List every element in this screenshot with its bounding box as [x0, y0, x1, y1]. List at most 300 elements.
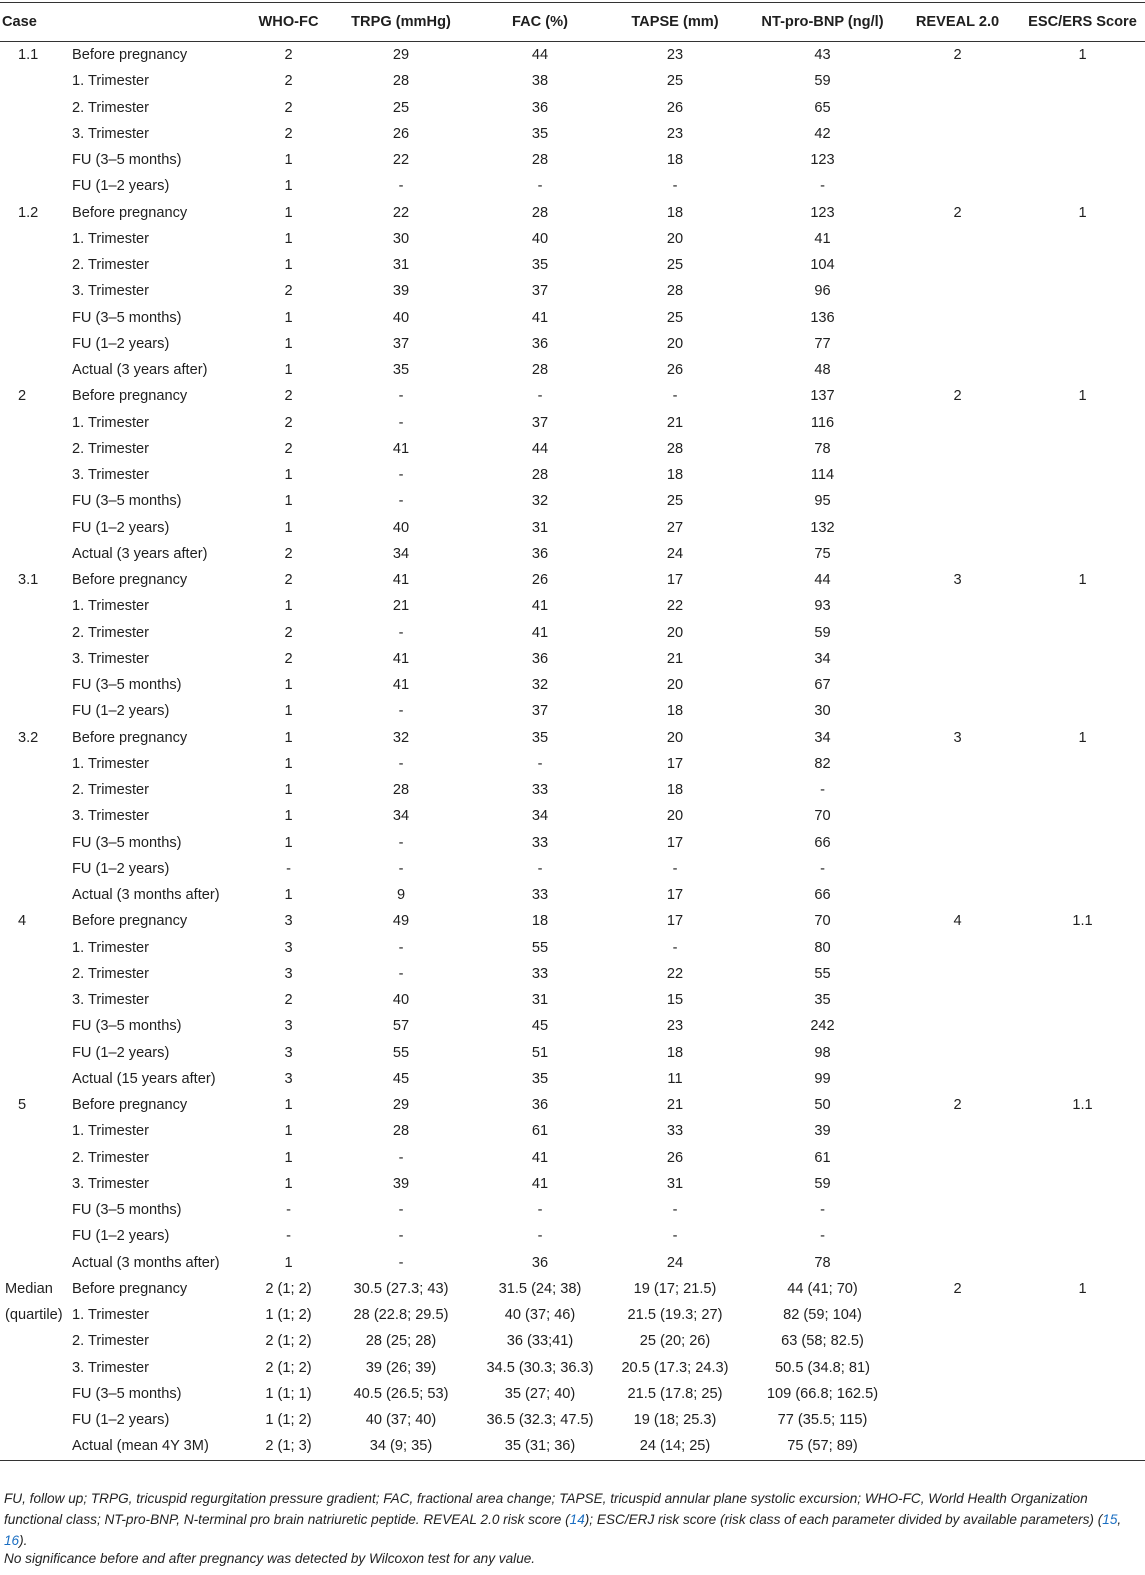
cell-esc-ers: [1020, 173, 1145, 199]
cell-nt-pro-bnp: 63 (58; 82.5): [781, 1333, 864, 1350]
cell-who-fc: 1: [284, 152, 293, 169]
table-row: [0, 803, 1145, 829]
cell-who-fc: 2: [284, 99, 293, 116]
cell-tapse: 21.5 (17.8; 25): [627, 1385, 723, 1402]
table-body: [0, 42, 1145, 1461]
cell-timepoint: Actual (3 years after): [72, 362, 208, 379]
cell-case: [0, 541, 70, 567]
table-row: [0, 856, 1145, 882]
cell-case: [0, 436, 70, 462]
reference-link-16[interactable]: 16: [4, 1533, 20, 1548]
cell-reveal: 2: [953, 204, 962, 221]
footnote-text-a: FU, follow up; TRPG, tricuspid regurgitation pressure gradient; FAC, fractional area change; TAPSE, tricuspid annular plane systolic excursion; WHO-FC, World Health Organization functional class; NT-pro-BNP, N-terminal pro brain natriuretic peptide. REVEAL 2.0 risk score (: [4, 1491, 1088, 1527]
cell-reveal: 2: [953, 1280, 962, 1297]
cell-case: [0, 462, 70, 488]
cell-reveal: [895, 68, 1020, 94]
cell-fac: 35: [531, 729, 549, 746]
cell-nt-pro-bnp: 59: [814, 1175, 831, 1192]
cell-reveal: [895, 436, 1020, 462]
cell-fac: -: [537, 755, 543, 772]
cell-trpg: 22: [392, 152, 410, 169]
cell-trpg: 28 (22.8; 29.5): [353, 1307, 449, 1324]
cell-esc-ers: [1020, 1040, 1145, 1066]
cell-who-fc: 1: [284, 677, 293, 694]
cell-reveal: [895, 1145, 1020, 1171]
cell-case: [0, 252, 70, 278]
cell-who-fc: 3: [284, 1044, 293, 1061]
footnote-significance: No significance before and after pregnancy was detected by Wilcoxon test for any value.: [4, 1551, 536, 1566]
cell-who-fc: 1: [284, 1175, 293, 1192]
cell-tapse: 24: [666, 545, 684, 562]
cell-who-fc: 1 (1; 1): [265, 1385, 312, 1402]
cell-reveal: [895, 593, 1020, 619]
footnote-separator: ,: [1117, 1512, 1122, 1527]
table-row: [0, 436, 1145, 462]
cell-trpg: 40 (37; 40): [365, 1412, 437, 1429]
cell-esc-ers: [1020, 751, 1145, 777]
cell-nt-pro-bnp: 50.5 (34.8; 81): [775, 1359, 870, 1376]
cell-trpg: -: [398, 414, 404, 431]
reference-link-15[interactable]: 15: [1102, 1512, 1118, 1527]
cell-tapse: 17: [666, 755, 684, 772]
cell-timepoint: 1. Trimester: [72, 1123, 150, 1140]
cell-who-fc: 1: [284, 729, 293, 746]
cell-timepoint: 2. Trimester: [72, 99, 150, 116]
cell-reveal: [895, 462, 1020, 488]
cell-tapse: 21: [666, 650, 684, 667]
cell-nt-pro-bnp: 132: [810, 519, 835, 536]
cell-tapse: 23: [666, 1018, 684, 1035]
cell-who-fc: 1: [284, 467, 293, 484]
cell-who-fc: 1: [284, 808, 293, 825]
cell-trpg: -: [398, 939, 404, 956]
cell-trpg: 34 (9; 35): [322, 1433, 480, 1460]
cell-fac: 36: [531, 650, 549, 667]
cell-nt-pro-bnp: 66: [814, 887, 831, 904]
cell-case: [0, 410, 70, 436]
cell-trpg: 37: [392, 335, 410, 352]
cell-fac: 28: [531, 362, 549, 379]
cell-fac: 37: [531, 703, 549, 720]
cell-who-fc: 1: [284, 257, 293, 274]
cell-tapse: -: [672, 1202, 678, 1219]
cell-nt-pro-bnp: 80: [814, 939, 831, 956]
cell-who-fc: -: [286, 1228, 291, 1245]
cell-tapse: 19 (18; 25.3): [633, 1412, 717, 1429]
cell-esc-ers: [1020, 1223, 1145, 1249]
reference-link-14[interactable]: 14: [569, 1512, 585, 1527]
cell-fac: 33: [531, 887, 549, 904]
table-row: [0, 1040, 1145, 1066]
cell-who-fc: 2: [284, 650, 293, 667]
cell-timepoint: 2. Trimester: [72, 1333, 150, 1350]
cell-timepoint: 1. Trimester: [72, 73, 150, 90]
cell-nt-pro-bnp: -: [820, 860, 825, 877]
table-row: [0, 1355, 1145, 1381]
cell-esc-ers: [1020, 803, 1145, 829]
cell-esc-ers: [1020, 436, 1145, 462]
table-row: [0, 410, 1145, 436]
cell-timepoint: Actual (3 months after): [72, 887, 220, 904]
cell-fac: 35 (31; 36): [480, 1433, 600, 1460]
cell-timepoint: FU (3–5 months): [72, 1385, 182, 1402]
cell-nt-pro-bnp: 34: [814, 650, 831, 667]
cell-who-fc: 1: [284, 519, 293, 536]
cell-timepoint: FU (1–2 years): [72, 178, 170, 195]
cell-nt-pro-bnp: 35: [814, 992, 831, 1009]
cell-who-fc: 1: [284, 1097, 293, 1114]
cell-tapse: 17: [666, 572, 684, 589]
cell-esc-ers: [1020, 1066, 1145, 1092]
cell-case: (quartile): [5, 1307, 63, 1324]
cell-reveal: [895, 856, 1020, 882]
cell-reveal: [895, 935, 1020, 961]
cell-reveal: [895, 803, 1020, 829]
cell-nt-pro-bnp: -: [820, 1202, 825, 1219]
cell-trpg: 26: [392, 125, 410, 142]
cell-fac: 44: [531, 47, 549, 64]
cell-trpg: -: [398, 703, 404, 720]
cell-fac: 45: [531, 1018, 549, 1035]
cell-fac: 36: [531, 1254, 549, 1271]
cell-reveal: [895, 305, 1020, 331]
cell-reveal: [895, 751, 1020, 777]
cell-nt-pro-bnp: 77 (35.5; 115): [777, 1412, 868, 1429]
cell-nt-pro-bnp: 41: [814, 230, 831, 247]
cell-trpg: 25: [392, 99, 410, 116]
cell-timepoint: Before pregnancy: [72, 1097, 188, 1114]
cell-trpg: 41: [392, 572, 410, 589]
cell-case: 1.1: [18, 47, 39, 64]
cell-timepoint: Before pregnancy: [72, 729, 188, 746]
cell-reveal: [895, 252, 1020, 278]
cell-who-fc: 1: [284, 1254, 293, 1271]
cell-esc-ers: [1020, 1250, 1145, 1276]
cell-fac: -: [537, 388, 543, 405]
table-row: [0, 908, 1145, 934]
cell-esc-ers: [1020, 1433, 1145, 1460]
cell-trpg: 28: [392, 782, 410, 799]
cell-nt-pro-bnp: 82 (59; 104): [783, 1307, 862, 1324]
cell-esc-ers: [1020, 1145, 1145, 1171]
table-row: [0, 987, 1145, 1013]
cell-case: [0, 278, 70, 304]
cell-case: [0, 987, 70, 1013]
cell-reveal: [895, 95, 1020, 121]
cell-nt-pro-bnp: 96: [814, 283, 831, 300]
cell-nt-pro-bnp: 70: [814, 808, 831, 825]
cell-reveal: [895, 777, 1020, 803]
cell-timepoint: 3. Trimester: [72, 1359, 150, 1376]
cell-timepoint: FU (1–2 years): [72, 519, 170, 536]
cell-timepoint: 3. Trimester: [72, 808, 150, 825]
cell-who-fc: 2: [284, 992, 293, 1009]
cell-case: [0, 1433, 70, 1460]
cell-trpg: -: [398, 624, 404, 641]
cell-tapse: 20: [666, 230, 684, 247]
cell-reveal: [895, 882, 1020, 908]
cell-reveal: [895, 1355, 1020, 1381]
cell-nt-pro-bnp: 114: [810, 467, 835, 484]
cell-reveal: [895, 357, 1020, 383]
cell-nt-pro-bnp: 39: [814, 1123, 831, 1140]
cell-tapse: 33: [666, 1123, 684, 1140]
cell-tapse: 20.5 (17.3; 24.3): [621, 1359, 729, 1376]
cell-nt-pro-bnp: 42: [814, 125, 831, 142]
cell-reveal: [895, 961, 1020, 987]
cell-who-fc: 1: [284, 834, 293, 851]
cell-esc-ers: 1.1: [1072, 913, 1093, 930]
cell-who-fc: 3: [284, 1070, 293, 1087]
cell-who-fc: 1: [284, 755, 293, 772]
cell-case: [0, 173, 70, 199]
cell-trpg: -: [398, 1254, 404, 1271]
cell-tapse: 18: [666, 204, 684, 221]
cell-reveal: [895, 410, 1020, 436]
cell-reveal: [895, 698, 1020, 724]
cell-who-fc: 3: [284, 965, 293, 982]
cell-reveal: [895, 1328, 1020, 1354]
cell-timepoint: Before pregnancy: [72, 913, 188, 930]
table-row: [0, 383, 1145, 409]
cell-nt-pro-bnp: 44: [814, 572, 831, 589]
cell-timepoint: 1. Trimester: [72, 939, 150, 956]
cell-timepoint: FU (1–2 years): [72, 1044, 170, 1061]
cell-trpg: -: [398, 860, 404, 877]
cell-fac: 61: [531, 1123, 549, 1140]
cell-who-fc: 2 (1; 3): [255, 1433, 322, 1460]
cell-nt-pro-bnp: 77: [814, 335, 831, 352]
cell-timepoint: 2. Trimester: [72, 782, 150, 799]
cell-fac: 28: [531, 152, 549, 169]
cell-nt-pro-bnp: 65: [814, 99, 831, 116]
cell-esc-ers: [1020, 1328, 1145, 1354]
cell-trpg: 30: [392, 230, 410, 247]
cell-nt-pro-bnp: 82: [814, 755, 831, 772]
cell-esc-ers: [1020, 305, 1145, 331]
cell-case: [0, 935, 70, 961]
cell-nt-pro-bnp: 123: [810, 152, 835, 169]
cell-esc-ers: [1020, 830, 1145, 856]
table-row: [0, 1145, 1145, 1171]
cell-trpg: 49: [392, 913, 410, 930]
cell-esc-ers: 1: [1078, 204, 1087, 221]
cell-fac: 35: [531, 125, 549, 142]
cell-timepoint: Actual (3 months after): [72, 1254, 220, 1271]
cell-esc-ers: [1020, 935, 1145, 961]
cell-fac: 18: [531, 913, 549, 930]
cell-reveal: [895, 1066, 1020, 1092]
cell-trpg: -: [398, 965, 404, 982]
cell-trpg: -: [398, 178, 404, 195]
footnote-text-c: ).: [19, 1533, 28, 1548]
cell-trpg: 21: [392, 598, 410, 615]
table-row: [0, 725, 1145, 751]
cell-esc-ers: [1020, 620, 1145, 646]
cell-who-fc: 1: [284, 1149, 293, 1166]
cell-esc-ers: [1020, 278, 1145, 304]
cell-nt-pro-bnp: 78: [814, 440, 831, 457]
cell-fac: 41: [531, 1175, 549, 1192]
cell-esc-ers: [1020, 357, 1145, 383]
cell-esc-ers: [1020, 462, 1145, 488]
cell-esc-ers: [1020, 541, 1145, 567]
cell-who-fc: 2: [284, 414, 293, 431]
cell-reveal: 2: [953, 388, 962, 405]
cell-fac: 35 (27; 40): [504, 1385, 576, 1402]
cell-tapse: 22: [666, 965, 684, 982]
cell-fac: 28: [531, 467, 549, 484]
cell-fac: 36: [531, 335, 549, 352]
cell-timepoint: Actual (mean 4Y 3M): [70, 1433, 255, 1460]
cell-who-fc: 2: [284, 47, 293, 64]
cell-who-fc: 1: [284, 703, 293, 720]
cell-timepoint: FU (1–2 years): [72, 860, 170, 877]
cell-reveal: [895, 1171, 1020, 1197]
cell-fac: 41: [531, 1149, 549, 1166]
table-row: [0, 331, 1145, 357]
cell-case: [0, 305, 70, 331]
cell-fac: 38: [531, 73, 549, 90]
cell-case: [0, 1355, 70, 1381]
cell-who-fc: 1: [284, 335, 293, 352]
cell-case: [0, 1197, 70, 1223]
cell-tapse: 23: [666, 125, 684, 142]
cell-timepoint: FU (1–2 years): [72, 703, 170, 720]
cell-esc-ers: [1020, 1197, 1145, 1223]
cell-esc-ers: [1020, 488, 1145, 514]
cell-fac: 41: [531, 598, 549, 615]
cell-timepoint: FU (3–5 months): [72, 677, 182, 694]
header-who-fc: WHO-FC: [255, 3, 322, 42]
cell-tapse: 15: [666, 992, 684, 1009]
cell-reveal: [895, 672, 1020, 698]
cell-esc-ers: [1020, 1381, 1145, 1407]
cell-fac: 28: [531, 204, 549, 221]
header-esc-ers: ESC/ERS Score: [1020, 3, 1145, 42]
table-row: [0, 278, 1145, 304]
cell-nt-pro-bnp: 99: [814, 1070, 831, 1087]
cell-fac: 41: [531, 309, 549, 326]
footnote-abbreviations: [4, 1488, 1139, 1551]
cell-esc-ers: [1020, 1407, 1145, 1433]
table-row: [0, 42, 1145, 69]
cell-case: 2: [18, 388, 27, 405]
table-row: [0, 1013, 1145, 1039]
cell-nt-pro-bnp: 66: [814, 834, 831, 851]
cell-timepoint: Before pregnancy: [72, 388, 188, 405]
cell-timepoint: FU (1–2 years): [72, 335, 170, 352]
cell-trpg: -: [398, 1149, 404, 1166]
cell-esc-ers: [1020, 882, 1145, 908]
table-row: [0, 252, 1145, 278]
cell-esc-ers: [1020, 410, 1145, 436]
cell-fac: 40 (37; 46): [504, 1307, 576, 1324]
cell-esc-ers: 1: [1078, 1280, 1087, 1297]
table-row: [0, 462, 1145, 488]
cell-tapse: 25: [666, 73, 684, 90]
cell-esc-ers: [1020, 121, 1145, 147]
cell-tapse: 26: [666, 99, 684, 116]
cell-trpg: 41: [392, 440, 410, 457]
table-row: [0, 1250, 1145, 1276]
cell-reveal: [895, 1250, 1020, 1276]
table-row: [0, 1302, 1145, 1328]
cell-case: [0, 593, 70, 619]
cell-case: 5: [18, 1097, 27, 1114]
footnote-text-b: ); ESC/ERJ risk score (risk class of each parameter divided by available parameters) (: [584, 1512, 1103, 1527]
cell-timepoint: 1. Trimester: [72, 230, 150, 247]
cell-nt-pro-bnp: 136: [810, 309, 835, 326]
cell-who-fc: 2: [284, 73, 293, 90]
cell-esc-ers: [1020, 252, 1145, 278]
cell-fac: 33: [531, 965, 549, 982]
cell-case: [0, 751, 70, 777]
cell-esc-ers: 1: [1078, 729, 1087, 746]
cell-esc-ers: 1: [1078, 47, 1087, 64]
table-row: [0, 1118, 1145, 1144]
cell-fac: 37: [531, 414, 549, 431]
cell-timepoint: FU (1–2 years): [72, 1228, 170, 1245]
cell-esc-ers: 1: [1078, 388, 1087, 405]
cell-esc-ers: [1020, 1013, 1145, 1039]
cell-esc-ers: [1020, 95, 1145, 121]
data-table: [0, 2, 1145, 1461]
cell-tapse: 21.5 (19.3; 27): [627, 1307, 723, 1324]
cell-tapse: 25: [666, 309, 684, 326]
cell-fac: 31.5 (24; 38): [498, 1280, 582, 1297]
table-row: [0, 1433, 1145, 1460]
table-row: [0, 961, 1145, 987]
cell-tapse: 18: [666, 1044, 684, 1061]
cell-timepoint: 3. Trimester: [72, 467, 150, 484]
cell-timepoint: 3. Trimester: [72, 1175, 150, 1192]
cell-trpg: -: [398, 388, 404, 405]
cell-case: [0, 1223, 70, 1249]
cell-fac: 32: [531, 493, 549, 510]
cell-nt-pro-bnp: 242: [810, 1018, 835, 1035]
cell-trpg: -: [398, 467, 404, 484]
cell-tapse: 18: [666, 152, 684, 169]
cell-tapse: 28: [666, 283, 684, 300]
cell-reveal: [895, 646, 1020, 672]
cell-case: [0, 357, 70, 383]
cell-reveal: [895, 1381, 1020, 1407]
cell-tapse: 18: [666, 467, 684, 484]
table-row: [0, 1407, 1145, 1433]
cell-trpg: 32: [392, 729, 410, 746]
cell-who-fc: -: [286, 1202, 291, 1219]
cell-reveal: [895, 121, 1020, 147]
table-row: [0, 1328, 1145, 1354]
cell-fac: 36: [531, 545, 549, 562]
header-tapse: TAPSE (mm): [600, 3, 750, 42]
table-row: [0, 515, 1145, 541]
cell-tapse: 28: [666, 440, 684, 457]
header-fac: FAC (%): [480, 3, 600, 42]
cell-who-fc: 2: [284, 572, 293, 589]
cell-reveal: [895, 1040, 1020, 1066]
cell-tapse: 17: [666, 834, 684, 851]
cell-trpg: 34: [392, 808, 410, 825]
table-row: [0, 305, 1145, 331]
cell-nt-pro-bnp: 30: [814, 703, 831, 720]
cell-who-fc: 1: [284, 1123, 293, 1140]
cell-who-fc: -: [286, 860, 291, 877]
cell-timepoint: 2. Trimester: [72, 624, 150, 641]
cell-case: [0, 1066, 70, 1092]
cell-trpg: 41: [392, 677, 410, 694]
